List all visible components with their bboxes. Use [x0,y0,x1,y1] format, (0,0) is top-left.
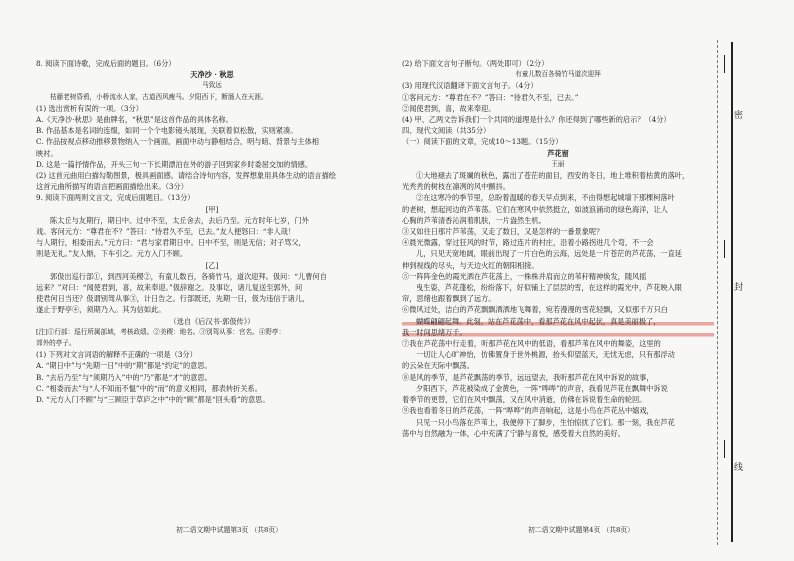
right-text-line: 只见一只小鸟落在芦苇上，我便停下了脚步，生怕惊扰了它们。那一刻，我在芦花 [416,417,675,427]
right-text-line: ⑦我在芦花荡中行走着，听那芦花在风中的低语，看那芦苇在风中的舞姿，这里的 [402,339,661,349]
left-text-line: 遂止于野亭④，须期乃入。其为信如此。 [36,305,166,315]
left-text-line: 9. 阅读下面两则文言文，完成后面题目。（13分） [36,193,195,203]
binding-line [731,42,733,542]
left-text-line: 则是无礼。”友人惭，下车引之。元方入门不顾。 [36,249,188,259]
right-text-line: 帘，思绪也跟着飘到了远方。 [402,294,496,304]
right-text-line: ⑥微风过处，洁白的芦花飘飘洒洒地飞舞着，宛若漫漫的雪花轻飘，又似那千万只白 [402,305,668,315]
left-text-line: C. “相委而去”与“人不知而不愠”中的“而”的意义相同，都表转折关系。 [36,383,262,393]
left-text-line: （选自《后汉书·郭伋传》） [169,316,255,326]
left-text-line: (1) 选出赏析有误的一项。（3分） [36,103,143,113]
right-text-line: (4) 甲、乙两文告诉我们一个共同的道理是什么？你还得到了哪些新的启示？（4分） [402,115,671,125]
left-text-line: 8. 阅读下面诗歌，完成后面的题目。（6分） [36,59,176,68]
left-text-line: D. 这是一篇抒情作品，开头三句一下长期漂泊在外的游子回到家乡时委屈交加的情感。 [36,159,313,169]
left-text-line: [甲] [205,204,219,214]
binding-mark [724,55,725,73]
binding-dashed-line [717,40,718,545]
right-text-line: (3) 用现代汉语翻译下面文言句子。（4分） [402,81,538,91]
right-text-line: ④晨光微露，穿过狂风的时节，路过连片的村庄，沿着小路拐进几个弯，不一会 [402,238,654,248]
left-text-line: B. “去后乃至”与“须期乃入”中的“乃”都是“才”的意思。 [36,372,212,382]
right-text-line: 一切让人心旷神怡，仿佛置身于世外桃源，抬头仰望蓝天，无忧无虑，只有那浮动 [416,350,675,360]
left-text-line: 马致远 [202,81,222,90]
right-text-line: 有童儿数百各骑竹马道次迎拜 [515,70,601,79]
left-text-line: 戏。客问元方：“尊君在不？”答曰：“待君久不至，已去。”友人便怒曰：“非人哉！ [36,227,296,237]
right-text-line: ⑧是风的季节，是芦花飘荡的季节，远远望去，我听那芦花在风中诉说的故事， [402,372,654,382]
left-text-line: (1) 下列对文言词语的解释不正确的一项是（3分） [36,350,197,360]
right-text-line: 伸到视线的尽头，与天边火红的朝阳相接。 [402,260,539,270]
left-text-line: 使君何日当还？伋谓别驾从事③，计日告之。行部既还，先期一日，伋为违信于诸儿， [36,294,310,304]
binding-char-2: 封 [734,283,744,293]
left-column [36,58,388,405]
binding-char-1: 密 [734,111,744,121]
right-text-line: ②在这寒冷的季节里，总盼着温暖的春天早点到来，不由得想起城墙下那棵柯落叶 [416,193,675,203]
right-text-line: ②闻使君到，喜，故来奉迎。 [402,103,496,113]
left-text-line: A.《天净沙·秋思》是曲牌名，“秋思”是这首作品的具体名称。 [36,115,233,125]
right-text-line: 心胸的芦苇清香沁润着肌肤，一片盎然生机。 [402,215,546,225]
page-footer-left: 初二语文期中试题第3页 （共8页） [176,526,282,534]
page-footer-right: 初二语文期中试题第4页 （共8页） [528,526,634,534]
left-text-line: D. “元方入门不顾”与“三顾臣于草庐之中”中的“顾”都是“回头看”的意思。 [36,395,270,405]
left-text-line: 与人期行，相委而去。”元方曰：“君与家君期日中。日中不至，则是无信；对子骂父， [36,238,306,248]
right-text-line: 曳生姿，芦花蓬松，纷纷落下，好似铺上了层层的雪，在这样的霞光中，芦花映入眼 [416,283,682,293]
binding-mark [724,240,725,258]
right-text-line: （一）阅读下面的文章，完成10～13题。（15分） [402,137,563,147]
right-text-line: ③又如往日那片芦苇荡，又走了数日，又是怎样的一番景象呢？ [402,227,604,237]
left-text-line: 郭伋出巡行部①，到西河美稷②，有童儿数百，各骑竹马，道次迎拜。伋问：“儿曹何自 [50,271,327,281]
right-text-line: (2) 给下面文言句子断句。（两处即可）（2分） [402,59,549,68]
binding-mark [724,440,725,458]
right-text-line: 的云朵在天际中飘荡。 [402,361,474,371]
left-text-line: 映衬。 [36,148,58,158]
left-text-line: 陈太丘与友期行，期日中。过中不至，太丘舍去，去后乃至。元方时年七岁，门外 [50,215,309,225]
left-text-line: (2) 这首元曲用白描勾勒图景，极具画面感。请结合诗句内容，发挥想象用具体生动的语言描绘 [36,171,336,181]
right-text-line: ①大地褪去了斑斓的秋色，露出了苍茫的面目，西安的冬日，地上堆积着枯黄的落叶， [416,171,690,181]
right-text-line: 我一时间思绪万千。 [402,327,714,338]
right-text-line: ⑨我也看着冬日的芦花荡，一阵“哗哗”的声音响起，这是小鸟在芦花丛中嬉戏， [402,406,654,416]
left-text-line: C. 作品按视点移动推移景物纳入一个画面，画面中动与静相结合，明与暗、背景与主体相 [36,137,319,147]
right-text-line: ①客问元方：“尊君在不？”答曰：“待君久不至，已去。” [402,92,579,102]
right-text-line: 的老树，想起河边的芦苇荡。它们在寒风中依然挺立，如波浪涌动的绿色海洋，让人 [402,204,668,214]
binding-char-3: 线 [734,463,744,473]
right-text-line: 蝴蝶翩翩起舞。此刻，站在芦花荡中，看那芦花在风中起伏，真是美丽极了， [402,316,714,327]
right-column [402,58,714,439]
left-text-line: 天净沙 · 秋思 [190,70,234,80]
left-text-line: 远来？”对曰：“闻使君到，喜，故来奉迎。”伋辞谢之。及事讫，诸儿复送至郭外，问 [36,283,303,293]
left-text-line: 枯藤老树昏鸦，小桥流水人家，古道西风瘦马。夕阳西下，断肠人在天涯。 [50,92,268,101]
left-text-line: [注]①行部：巡行所属部域，考核政绩。②美稷：地名。③别驾从事：官名。④野亭： [36,327,286,336]
left-text-line: 这首元曲所描写的语言把画面描绘出来。（3分） [36,182,188,192]
right-text-line: 光秃秃的树枝在凛冽的风中颤抖。 [402,182,510,192]
right-text-line: ⑤一阵阵金色的霞光洒在芦花荡上，一株株并肩而立的苇秆精神焕发，随风摇 [402,271,647,281]
left-text-line: A. “期日中”与“先期一日”中的“期”都是“约定”的意思。 [36,361,212,371]
left-text-line: [乙] [205,260,219,270]
right-text-line: 荡中与自然融为一体，心中充满了宁静与喜悦，感受着大自然的美好。 [402,428,625,438]
right-text-line: 芦花留 [547,148,569,158]
left-text-line: B. 作品基本是名词的连缀，如同一个个电影镜头展现，关联着似松散，实则紧凑。 [36,126,298,136]
right-text-line: 四、现代文阅读（共35分） [402,126,491,136]
right-text-line: 着季节的更替，它们在风中飘荡，又在风中消逝，仿佛在诉说着生命的轮回。 [402,395,647,405]
left-text-line: 郊外的亭子。 [36,339,76,348]
right-text-line: 儿，只见天宽地阔，眼前出现了一片白色的云海，远处是一片苍茫的芦花荡，一直延 [416,249,682,259]
right-text-line: 夕阳西下，芦花被染成了金黄色，一阵“哗哗”的声音，我看见芦花在飘舞中诉说 [416,383,668,393]
right-text-line: 王丽 [551,159,565,168]
